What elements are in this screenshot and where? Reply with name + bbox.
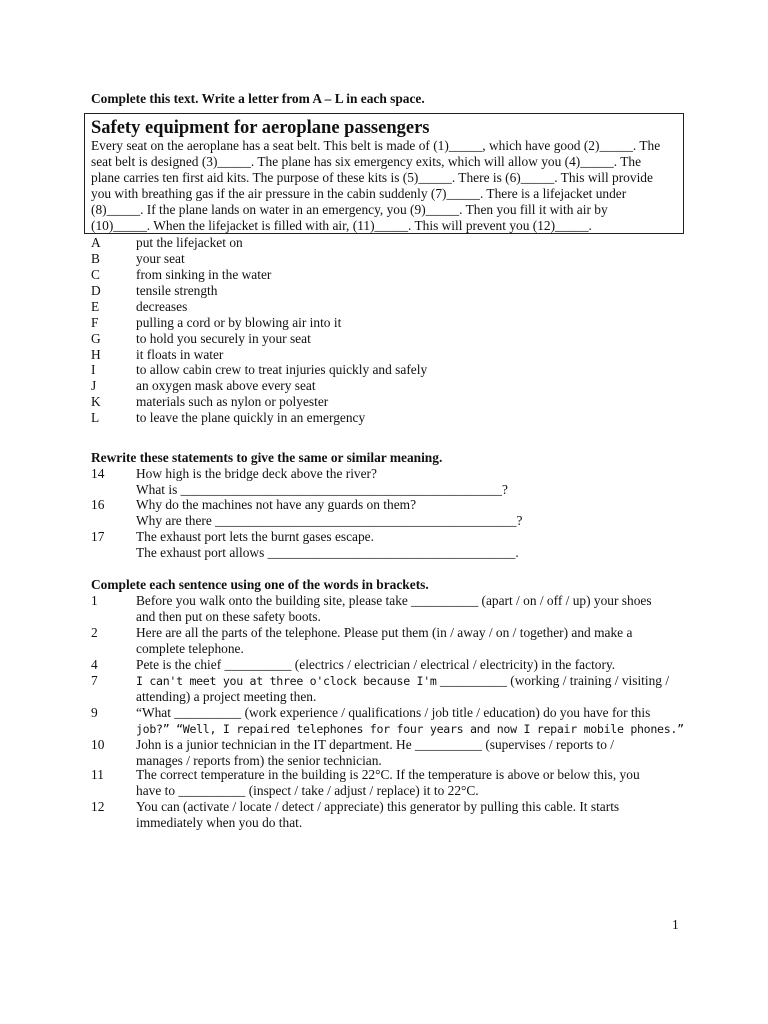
box-line: you with breathing gas if the air pressure in the cabin suddenly (7)_____. There is a lifejacket under — [91, 186, 627, 201]
box-line: (8)_____. If the plane lands on water in an emergency, you (9)_____. Then you fill it with air by — [91, 202, 608, 217]
sentence-text: Pete is the chief __________ (electrics / electrician / electrical / electricity) in the factory. — [136, 657, 616, 672]
page-number: 1 — [672, 917, 679, 932]
handwritten-text: job?” “Well, I repaired telephones for four years and now I repair mobile phones.” — [136, 722, 684, 736]
question-number: 9 — [91, 705, 98, 720]
sentence-text: The correct temperature in the building is 22°C. If the temperature is above or below this, you — [136, 767, 640, 782]
sentence-text: Here are all the parts of the telephone. Please put them (in / away / on / together) and make a — [136, 625, 633, 640]
option-text: pulling a cord or by blowing air into it — [136, 315, 342, 330]
question-number: 16 — [91, 497, 105, 512]
option-letter: J — [91, 378, 97, 393]
option-letter: K — [91, 394, 101, 409]
option-letter: D — [91, 283, 101, 298]
box-line: seat belt is designed (3)_____. The plane has six emergency exits, which will allow you (4)_____. The — [91, 154, 642, 169]
option-letter: H — [91, 347, 101, 362]
question-text: Why do the machines not have any guards on them? — [136, 497, 417, 512]
option-letter: B — [91, 251, 100, 266]
question-number: 11 — [91, 767, 104, 782]
question-number: 14 — [91, 466, 105, 481]
sentence-text: manages / reports from) the senior technician. — [136, 753, 382, 768]
option-text: to allow cabin crew to treat injuries quickly and safely — [136, 362, 428, 377]
section2-instruction: Rewrite these statements to give the same or similar meaning. — [91, 450, 443, 465]
section3-instruction: Complete each sentence using one of the words in brackets. — [91, 577, 429, 592]
sentence-text: “What __________ (work experience / qualifications / job title / education) do you have for this — [136, 705, 651, 720]
sentence-text: and then put on these safety boots. — [136, 609, 321, 624]
sentence-text: John is a junior technician in the IT department. He __________ (supervises / reports to / — [136, 737, 614, 752]
question-text: The exhaust port lets the burnt gases escape. — [136, 529, 374, 544]
option-text: materials such as nylon or polyester — [136, 394, 329, 409]
answer-line: What is ________________________________________________? — [136, 482, 508, 497]
question-number: 2 — [91, 625, 98, 640]
sentence-text: have to __________ (inspect / take / adjust / replace) it to 22°C. — [136, 783, 479, 798]
sentence-text — [136, 673, 669, 689]
option-text: from sinking in the water — [136, 267, 272, 282]
option-text: to hold you securely in your seat — [136, 331, 311, 346]
option-text: tensile strength — [136, 283, 218, 298]
option-text: put the lifejacket on — [136, 235, 243, 250]
sentence-text-rest: __________ (working / training / visiting / — [436, 673, 670, 688]
option-text: an oxygen mask above every seat — [136, 378, 316, 393]
box-line: plane carries ten first aid kits. The purpose of these kits is (5)_____. There is (6)_____. This will provide — [91, 170, 653, 185]
option-letter: I — [91, 362, 96, 377]
option-letter: C — [91, 267, 100, 282]
option-letter: L — [91, 410, 100, 425]
option-letter: G — [91, 331, 101, 346]
option-letter: E — [91, 299, 100, 314]
question-number: 7 — [91, 673, 98, 688]
question-number: 12 — [91, 799, 105, 814]
option-text: it floats in water — [136, 347, 224, 362]
answer-line: Why are there _____________________________________________? — [136, 513, 523, 528]
box-line: (10)_____. When the lifejacket is filled with air, (11)_____. This will prevent you (12)_____. — [91, 218, 592, 233]
question-number: 10 — [91, 737, 105, 752]
option-text: to leave the plane quickly in an emergency — [136, 410, 366, 425]
sentence-text: complete telephone. — [136, 641, 244, 656]
answer-line: The exhaust port allows _____________________________________. — [136, 545, 519, 560]
sentence-text: Before you walk onto the building site, please take __________ (apart / on / off / up) your shoes — [136, 593, 652, 608]
sentence-text: You can (activate / locate / detect / appreciate) this generator by pulling this cable. It starts — [136, 799, 620, 814]
section1-instruction: Complete this text. Write a letter from A – L in each space. — [91, 91, 425, 106]
option-letter: A — [91, 235, 101, 250]
question-number: 1 — [91, 593, 98, 608]
sentence-text: immediately when you do that. — [136, 815, 303, 830]
option-letter: F — [91, 315, 99, 330]
question-text: How high is the bridge deck above the river? — [136, 466, 377, 481]
handwritten-text: I can't meet you at three o'clock because I'm — [136, 674, 437, 688]
box-title: Safety equipment for aeroplane passengers — [91, 118, 430, 138]
option-text: decreases — [136, 299, 188, 314]
option-text: your seat — [136, 251, 185, 266]
question-number: 4 — [91, 657, 98, 672]
box-line: Every seat on the aeroplane has a seat belt. This belt is made of (1)_____, which have good (2)_____. The — [91, 138, 661, 153]
sentence-text: attending) a project meeting then. — [136, 689, 317, 704]
reading-text-box — [84, 113, 684, 234]
question-number: 17 — [91, 529, 105, 544]
